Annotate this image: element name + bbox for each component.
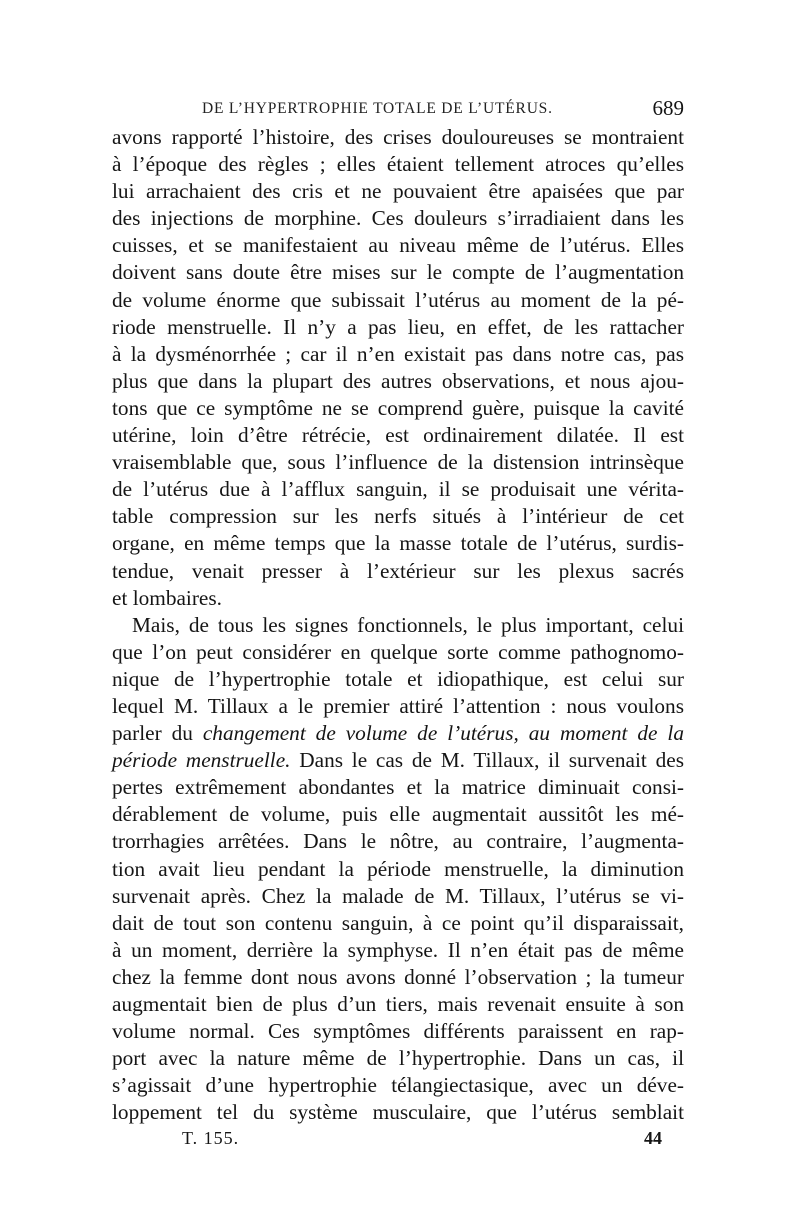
text-line: de volume énorme que subissait l’utérus au moment de la pé- <box>112 287 684 312</box>
text-line: lui arrachaient des cris et ne pouvaient être apaisées que par <box>112 179 684 204</box>
text-line: dait de tout son contenu sanguin, à ce point qu’il disparaissait, <box>112 910 684 935</box>
text-line: dérablement de volume, puis elle augmentait aussitôt les mé- <box>112 802 684 827</box>
italic-text-run: changement de volume de l’utérus, au moment de la <box>202 721 684 746</box>
page-number: 689 <box>652 96 684 120</box>
text-line: des injections de morphine. Ces douleurs s’irradiaient dans les <box>112 206 684 231</box>
text-line: augmentait bien de plus d’un tiers, mais revenait ensuite à son <box>112 992 684 1016</box>
text-line: tons que ce symptôme ne se comprend guère, puisque la cavité <box>112 395 684 420</box>
text-run: parler du <box>112 721 203 746</box>
text-line: pertes extrêmement abondantes et la matrice diminuait consi- <box>112 775 684 800</box>
text-run: Dans le cas de M. Tillaux, il survenait des <box>290 748 684 773</box>
text-line: à la dysménorrhée ; car il n’en existait pas dans notre cas, pas <box>112 341 684 366</box>
text-line: volume normal. Ces symptômes différents paraissent en rap- <box>112 1019 684 1044</box>
text-line <box>112 747 684 774</box>
text-line: Mais, de tous les signes fonctionnels, le plus important, celui <box>132 612 684 637</box>
text-line: lequel M. Tillaux a le premier attiré l’attention : nous voulons <box>112 693 684 718</box>
text-line: doivent sans doute être mises sur le compte de l’augmentation <box>112 260 684 285</box>
text-line <box>112 720 684 747</box>
text-line: à l’époque des règles ; elles étaient tellement atroces qu’elles <box>112 152 684 177</box>
text-line: table compression sur les nerfs situés à l’intérieur de cet <box>112 504 684 529</box>
text-line: cuisses, et se manifestaient au niveau même de l’utérus. Elles <box>112 233 684 258</box>
text-line: tendue, venait presser à l’extérieur sur les plexus sacrés <box>112 558 684 583</box>
body-text <box>112 124 684 1126</box>
text-line: chez la femme dont nous avons donné l’observation ; la tumeur <box>112 964 684 989</box>
text-line: à un moment, derrière la symphyse. Il n’en était pas de même <box>112 937 684 962</box>
text-line: avons rapporté l’histoire, des crises douloureuses se montraient <box>112 125 684 149</box>
text-line: plus que dans la plupart des autres observations, et nous ajou- <box>112 368 684 393</box>
page-footer <box>112 1128 684 1158</box>
text-line: que l’on peut considérer en quelque sorte comme pathognomo- <box>112 639 684 664</box>
text-line: et lombaires. <box>112 585 222 610</box>
signature-number: 44 <box>644 1128 662 1149</box>
book-page <box>112 92 684 1158</box>
text-line: utérine, loin d’être rétrécie, est ordinairement dilatée. Il est <box>112 423 684 448</box>
text-line: loppement tel du système musculaire, que l’utérus semblait <box>112 1100 684 1125</box>
text-line: nique de l’hypertrophie totale et idiopathique, est celui sur <box>112 666 684 691</box>
text-line: organe, en même temps que la masse totale de l’utérus, surdis- <box>112 531 684 556</box>
running-title: DE L’HYPERTROPHIE TOTALE DE L’UTÉRUS. <box>202 100 553 117</box>
signature-mark: T. 155. <box>182 1128 240 1149</box>
italic-text-run: période menstruelle. <box>112 748 291 773</box>
text-line: tion avait lieu pendant la période menstruelle, la diminution <box>112 856 684 881</box>
text-line: s’agissait d’une hypertrophie télangiectasique, avec un déve- <box>112 1073 684 1098</box>
text-line: survenait après. Chez la malade de M. Tillaux, l’utérus se vi- <box>112 883 684 908</box>
running-header <box>112 92 684 122</box>
text-line: port avec la nature même de l’hypertrophie. Dans un cas, il <box>112 1046 684 1071</box>
text-line: trorrhagies arrêtées. Dans le nôtre, au contraire, l’augmenta- <box>112 829 684 854</box>
text-line: riode menstruelle. Il n’y a pas lieu, en effet, de les rattacher <box>112 314 684 339</box>
text-line: vraisemblable que, sous l’influence de la distension intrinsèque <box>112 450 684 475</box>
text-line: de l’utérus due à l’afflux sanguin, il se produisait une vérita- <box>112 477 684 502</box>
